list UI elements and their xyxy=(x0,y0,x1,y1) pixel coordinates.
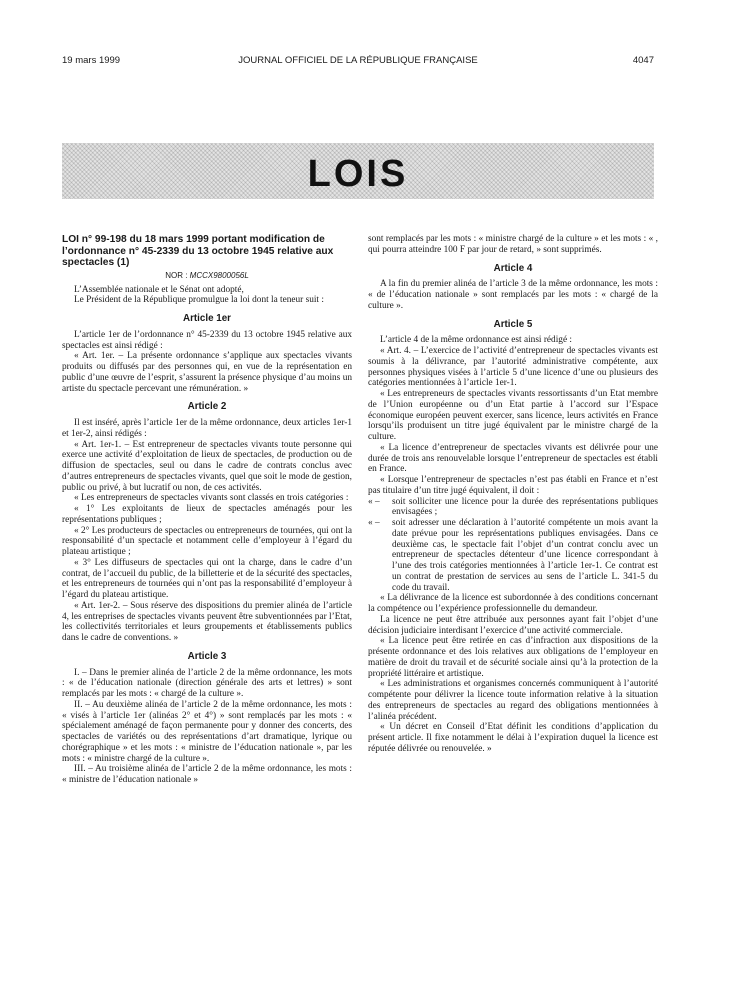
section-banner xyxy=(62,143,654,199)
paragraph: « Un décret en Conseil d’Etat définit les conditions d’application du présent article. Il fixe notamment le délai à l’expiration duquel la licence est réputée délivrée ou renouvelée. » xyxy=(368,722,658,754)
paragraph: « Les administrations et organismes concernés communiquent à l’autorité compétente pour délivrer la licence toute information relative à la situation des entrepreneurs de spectacles au regard des obligations mentionnées à l’alinéa précédent. xyxy=(368,679,658,722)
paragraph: « 1° Les exploitants de lieux de spectacles aménagés pour les représentations publiques ; xyxy=(62,504,352,525)
header-page-number: 4047 xyxy=(632,55,654,66)
article-heading: Article 5 xyxy=(493,318,533,330)
nor-code: MCCX9800056L xyxy=(189,270,249,280)
paragraph: « Les entrepreneurs de spectacles vivants sont classés en trois catégories : xyxy=(74,493,349,504)
paragraph: « Les entrepreneurs de spectacles vivants ressortissants d’un Etat membre de l’Union européenne ou d’un Etat partie à l’accord sur l’Espace économique européen peuvent exercer, sans licence, leurs activités en France lorsqu’ils produisent un titre jugé équivalent par le ministre chargé de la culture. xyxy=(368,389,658,442)
paragraph: « 2° Les producteurs de spectacles ou entrepreneurs de tournées, qui ont la responsabilité d’un spectacle et notamment celle d’employeur à l’égard du plateau artistique ; xyxy=(62,525,352,557)
paragraph: « La licence peut être retirée en cas d’infraction aux dispositions de la présente ordonnance et des lois relatives aux obligations de l’employeur en matière de droit du travail et de sécurité sociale ainsi qu’à la protection de la propriété littéraire et artistique. xyxy=(368,636,658,679)
article-heading: Article 3 xyxy=(187,650,227,662)
article-heading: Article 1er xyxy=(183,313,231,324)
header-date: 19 mars 1999 xyxy=(62,55,121,66)
paragraph: « Art. 4. – L’exercice de l’activité d’entrepreneur de spectacles vivants est soumis à la délivrance, par l’autorité administrative compétente, aux personnes physiques visées à l’article 5 d’une licence d’une ou plusieurs des catégories mentionnées à l’article 1er-1. xyxy=(368,346,658,389)
list-marker: « – xyxy=(368,496,380,507)
paragraph: Il est inséré, après l’article 1er de la même ordonnance, deux articles 1er-1 et 1er-2, ainsi rédigés : xyxy=(62,418,352,439)
paragraph: « 3° Les diffuseurs de spectacles qui ont la charge, dans le cadre d’un contrat, de l’accueil du public, de la billetterie et de la sécurité des spectacles, et les entrepreneurs de tournées qui n’ont pas la responsabilité d’employeur à l’égard du plateau artistique. xyxy=(62,557,352,600)
intro-paragraph: L’Assemblée nationale et le Sénat ont adopté, xyxy=(74,284,244,295)
paragraph: « La licence d’entrepreneur de spectacles vivants est délivrée pour une durée de trois ans renouvelable lorsque l’entrepreneur de spectacles est établi en France. xyxy=(368,442,658,475)
list-marker: « – xyxy=(368,518,380,528)
article-heading: Article 4 xyxy=(493,262,533,274)
section-title: LOIS xyxy=(307,153,409,195)
list-item-text: soit adresser une déclaration à l’autorité compétente un mois avant la date prévue pour les représentations publiques envisagées. Dans ce deuxième cas, le spectacle fait l’objet d’un contrat conclu avec un entrepreneur de spectacles détenteur d’une licence correspondant à l’une des trois catégories mentionnées à l’article 1er-1. Ce contrat est un contrat de prestation de services au sens de l’article L. 341-5 du code du travail. xyxy=(392,518,658,593)
list-item xyxy=(368,497,658,519)
paragraph: « Art. 1er-1. – Est entrepreneur de spectacles vivants toute personne qui exerce une activité d’exploitation de lieux de spectacles, de production ou de diffusion de spectacles, seul ou dans le cadre de contrats conclus avec d’autres entrepreneurs de spectacles vivants, quel que soit le mode de gestion, public ou privé, à but lucratif ou non, de ces activités. xyxy=(62,439,352,493)
law-title: LOI n° 99-198 du 18 mars 1999 portant modification de l’ordonnance n° 45-2339 du 13 octobre 1945 relative aux spectacles (1) xyxy=(62,234,334,268)
nor-label: NOR : xyxy=(165,270,188,280)
paragraph: L’article 1er de l’ordonnance n° 45-2339 du 13 octobre 1945 relative aux spectacles est ainsi rédigé : xyxy=(62,329,352,351)
paragraph: La licence ne peut être attribuée aux personnes ayant fait l’objet d’une décision judiciaire interdisant l’exercice d’une activité commerciale. xyxy=(368,614,658,636)
right-column-body xyxy=(368,234,658,755)
nor-reference xyxy=(62,271,352,281)
paragraph: « Lorsque l’entrepreneur de spectacles n’est pas établi en France et n’est pas titulaire d’un titre jugé équivalent, il doit : xyxy=(368,475,658,496)
right-column xyxy=(368,234,658,755)
running-header xyxy=(62,55,654,69)
intro-paragraph: Le Président de la République promulgue la loi dont la teneur suit : xyxy=(74,295,324,306)
left-column xyxy=(62,234,352,786)
list-item xyxy=(368,518,658,593)
paragraph: I. – Dans le premier alinéa de l’article 2 de la même ordonnance, les mots : « de l’éducation nationale (direction générale des arts et lettres) » sont remplacés par les mots : « chargé de la culture ». xyxy=(62,667,352,699)
article-heading: Article 2 xyxy=(187,401,227,413)
paragraph: « Art. 1er-2. – Sous réserve des dispositions du premier alinéa de l’article 4, les entreprises de spectacles vivants peuvent être subventionnées par l’Etat, les collectivités territoriales et leurs groupements et établissements publics dans le cadre de conventions. » xyxy=(62,600,352,643)
dash-list xyxy=(368,497,658,594)
paragraph: « La délivrance de la licence est subordonnée à des conditions concernant la compétence ou l’expérience professionnelle du demandeur. xyxy=(368,593,658,614)
paragraph: II. – Au deuxième alinéa de l’article 2 de la même ordonnance, les mots : « visés à l’article 1er (alinéas 2° et 4°) » sont remplacés par les mots : « spécialement aménagé de façon permanente pour y donner des concerts, des spectacles de variétés ou des représentations d’art dramatique, lyrique ou chorégraphique » et les mots : « ministre de l’éducation nationale », par les mots : « ministre chargé de la culture ». xyxy=(62,699,352,764)
paragraph: A la fin du premier alinéa de l’article 3 de la même ordonnance, les mots : « de l’éducation nationale » sont remplacés par les mots : « chargé de la culture ». xyxy=(368,279,658,311)
paragraph: sont remplacés par les mots : « ministre chargé de la culture » et les mots : « , qui pourra atteindre 100 F par jour de retard, » sont supprimés. xyxy=(368,234,658,255)
paragraph: « Art. 1er. – La présente ordonnance s’applique aux spectacles vivants produits ou diffusés par des personnes qui, en vue de la représentation en public d’une œuvre de l’esprit, s’assurent la présence physique d’au moins un artiste du spectacle percevant une rémunération. » xyxy=(62,351,352,394)
header-journal-title: JOURNAL OFFICIEL DE LA RÉPUBLIQUE FRANÇAISE xyxy=(238,55,478,66)
list-item-text: soit solliciter une licence pour la durée des représentations publiques envisagées ; xyxy=(392,496,658,518)
paragraph: L’article 4 de la même ordonnance est ainsi rédigé : xyxy=(380,335,572,346)
left-column-body xyxy=(62,314,352,786)
paragraph: III. – Au troisième alinéa de l’article 2 de la même ordonnance, les mots : « ministre de l’éducation nationale » xyxy=(62,764,352,785)
